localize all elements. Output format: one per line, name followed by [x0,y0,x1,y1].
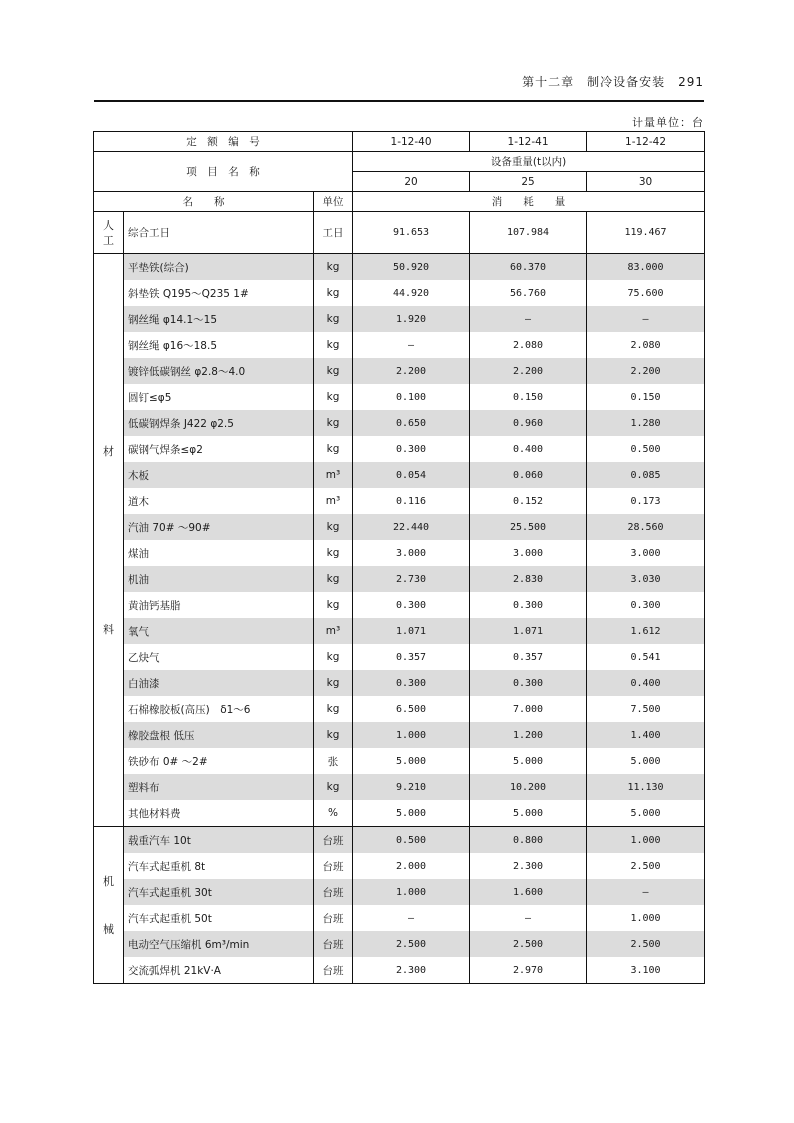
quota-code: 1-12-42 [587,132,705,152]
page-number: 291 [678,75,704,89]
item-value: 5.000 [470,800,587,827]
table-row [94,748,705,774]
item-unit: kg [314,644,353,670]
item-name: 白油漆 [124,670,314,696]
item-value: 5.000 [470,748,587,774]
item-value: 1.000 [587,905,705,931]
item-value: 107.984 [470,212,587,254]
table-row [94,488,705,514]
table-row [94,931,705,957]
table-row [94,306,705,332]
item-unit: kg [314,436,353,462]
item-value: 56.760 [470,280,587,306]
item-name: 汽车式起重机 8t [124,853,314,879]
item-unit: kg [314,514,353,540]
item-value: 91.653 [353,212,470,254]
item-unit: m³ [314,618,353,644]
item-value: 0.054 [353,462,470,488]
item-value: 2.500 [353,931,470,957]
item-unit: 台班 [314,827,353,854]
item-value: 0.500 [353,827,470,854]
weight-label: 设备重量(t以内) [353,152,705,172]
item-value: — [353,332,470,358]
item-value: 119.467 [587,212,705,254]
item-value: 0.300 [470,670,587,696]
item-value: 2.500 [587,853,705,879]
category-labour [94,212,124,254]
item-value: 6.500 [353,696,470,722]
category-char: 机 [103,874,114,888]
item-value: 5.000 [587,748,705,774]
table-row [94,212,705,254]
category-char: 材 [103,445,114,459]
item-name: 斜垫铁 Q195～Q235 1# [124,280,314,306]
item-value: 25.500 [470,514,587,540]
item-value: 0.300 [353,592,470,618]
item-unit: kg [314,540,353,566]
item-name: 综合工日 [124,212,314,254]
weight-value: 25 [470,172,587,192]
table-row [94,540,705,566]
table-row [94,800,705,827]
category-label [94,363,123,718]
table-row [94,957,705,984]
item-unit: m³ [314,488,353,514]
item-unit: 台班 [314,879,353,905]
category-machinery [94,827,124,984]
item-value: 28.560 [587,514,705,540]
table-row [94,696,705,722]
item-value: 0.400 [470,436,587,462]
item-name: 橡胶盘根 低压 [124,722,314,748]
item-unit: kg [314,332,353,358]
item-value: 11.130 [587,774,705,800]
item-unit: kg [314,592,353,618]
table-row [94,774,705,800]
item-unit: m³ [314,462,353,488]
item-value: 2.500 [587,931,705,957]
item-value: 2.080 [470,332,587,358]
item-unit: kg [314,722,353,748]
unit-note: 计量单位：台 [632,116,704,129]
item-value: 1.071 [353,618,470,644]
table-row [94,879,705,905]
item-value: 0.300 [587,592,705,618]
category-materials [94,254,124,827]
item-value: 0.100 [353,384,470,410]
item-value: 3.000 [587,540,705,566]
item-value: 0.152 [470,488,587,514]
category-char: 工 [103,233,114,247]
item-unit: 台班 [314,931,353,957]
item-value: 0.300 [353,436,470,462]
item-unit: kg [314,670,353,696]
project-label: 项 目 名 称 [94,152,353,192]
item-value: — [470,306,587,332]
table-row [94,592,705,618]
item-name: 钢丝绳 φ16～18.5 [124,332,314,358]
table-row [94,436,705,462]
header-rule [94,100,704,102]
item-value: 0.541 [587,644,705,670]
item-value: 1.600 [470,879,587,905]
item-value: 1.400 [587,722,705,748]
table-row [94,254,705,281]
item-value: 1.000 [353,879,470,905]
item-unit: kg [314,384,353,410]
table-row [94,644,705,670]
quota-table [93,131,705,984]
item-value: 5.000 [587,800,705,827]
table-row [94,358,705,384]
item-value: 0.357 [470,644,587,670]
item-name: 塑料布 [124,774,314,800]
item-name: 碳钢气焊条≤φ2 [124,436,314,462]
weight-value: 20 [353,172,470,192]
table-row [94,670,705,696]
item-value: 0.300 [353,670,470,696]
item-unit: 台班 [314,905,353,931]
item-value: 0.150 [587,384,705,410]
table-row [94,514,705,540]
item-name: 电动空气压缩机 6m³/min [124,931,314,957]
item-value: 3.030 [587,566,705,592]
item-name: 汽车式起重机 50t [124,905,314,931]
item-value: — [353,905,470,931]
item-value: 5.000 [353,800,470,827]
table-row [94,722,705,748]
item-value: 1.200 [470,722,587,748]
quota-code: 1-12-40 [353,132,470,152]
item-value: 2.200 [470,358,587,384]
item-value: 2.200 [587,358,705,384]
item-unit: kg [314,358,353,384]
item-unit: 张 [314,748,353,774]
item-value: 1.000 [587,827,705,854]
item-value: 7.500 [587,696,705,722]
item-name: 汽油 70# ～90# [124,514,314,540]
item-name: 机油 [124,566,314,592]
table-row [94,332,705,358]
item-name: 石棉橡胶板(高压) δ1～6 [124,696,314,722]
item-unit: kg [314,254,353,281]
item-value: 1.071 [470,618,587,644]
item-value: 3.000 [470,540,587,566]
item-value: 9.210 [353,774,470,800]
item-value: 0.060 [470,462,587,488]
category-char: 料 [103,622,114,636]
page-header [94,73,704,95]
item-name: 其他材料费 [124,800,314,827]
quota-code: 1-12-41 [470,132,587,152]
item-value: — [587,306,705,332]
quota-label: 定 额 编 号 [94,132,353,152]
item-value: 2.300 [353,957,470,984]
item-value: 50.920 [353,254,470,281]
table-row [94,853,705,879]
item-value: 0.650 [353,410,470,436]
item-value: 3.100 [587,957,705,984]
item-unit: kg [314,696,353,722]
item-unit: % [314,800,353,827]
item-unit: kg [314,566,353,592]
item-value: 0.800 [470,827,587,854]
item-unit: kg [314,774,353,800]
item-value: 1.612 [587,618,705,644]
table-row [94,384,705,410]
item-name: 木板 [124,462,314,488]
item-value: — [470,905,587,931]
item-value: 0.300 [470,592,587,618]
item-value: 0.500 [587,436,705,462]
table-row [94,618,705,644]
column-header-row [94,192,705,212]
item-value: 2.300 [470,853,587,879]
table-row [94,827,705,854]
consumption-label: 消 耗 量 [353,192,705,212]
item-name: 镀锌低碳钢丝 φ2.8～4.0 [124,358,314,384]
item-value: 75.600 [587,280,705,306]
item-value: 2.500 [470,931,587,957]
unit-label: 单位 [314,192,353,212]
category-label [94,212,123,253]
item-unit: kg [314,306,353,332]
item-value: 3.000 [353,540,470,566]
item-value: 22.440 [353,514,470,540]
item-value: 0.173 [587,488,705,514]
category-char: 人 [103,218,114,232]
table-row [94,280,705,306]
item-value: 2.080 [587,332,705,358]
item-value: 1.000 [353,722,470,748]
item-value: 10.200 [470,774,587,800]
item-value: 1.920 [353,306,470,332]
table-row [94,905,705,931]
item-value: 44.920 [353,280,470,306]
table-row [94,462,705,488]
table-row [94,410,705,436]
item-value: — [587,879,705,905]
item-value: 0.400 [587,670,705,696]
running-header [522,73,704,90]
item-value: 2.830 [470,566,587,592]
category-char: 械 [103,923,114,937]
item-value: 1.280 [587,410,705,436]
item-unit: 工日 [314,212,353,254]
item-name: 道木 [124,488,314,514]
item-value: 83.000 [587,254,705,281]
item-name: 平垫铁(综合) [124,254,314,281]
item-unit: kg [314,410,353,436]
weight-label-row [94,152,705,172]
item-name: 铁砂布 0# ～2# [124,748,314,774]
item-value: 0.357 [353,644,470,670]
item-value: 2.970 [470,957,587,984]
item-name: 载重汽车 10t [124,827,314,854]
item-value: 0.960 [470,410,587,436]
chapter-title: 第十二章 制冷设备安装 [522,75,666,89]
item-unit: 台班 [314,957,353,984]
item-value: 7.000 [470,696,587,722]
item-name: 乙炔气 [124,644,314,670]
item-value: 2.200 [353,358,470,384]
quota-code-row [94,132,705,152]
item-value: 0.085 [587,462,705,488]
item-name: 氧气 [124,618,314,644]
item-value: 5.000 [353,748,470,774]
item-name: 汽车式起重机 30t [124,879,314,905]
name-label: 名 称 [94,192,314,212]
item-unit: 台班 [314,853,353,879]
item-name: 低碳钢焊条 J422 φ2.5 [124,410,314,436]
category-label [94,857,123,954]
item-value: 0.150 [470,384,587,410]
item-name: 交流弧焊机 21kV·A [124,957,314,984]
item-value: 2.000 [353,853,470,879]
item-value: 0.116 [353,488,470,514]
weight-value: 30 [587,172,705,192]
item-name: 钢丝绳 φ14.1～15 [124,306,314,332]
table-row [94,566,705,592]
item-value: 2.730 [353,566,470,592]
item-name: 煤油 [124,540,314,566]
item-name: 圆钉≤φ5 [124,384,314,410]
item-unit: kg [314,280,353,306]
item-value: 60.370 [470,254,587,281]
item-name: 黄油钙基脂 [124,592,314,618]
